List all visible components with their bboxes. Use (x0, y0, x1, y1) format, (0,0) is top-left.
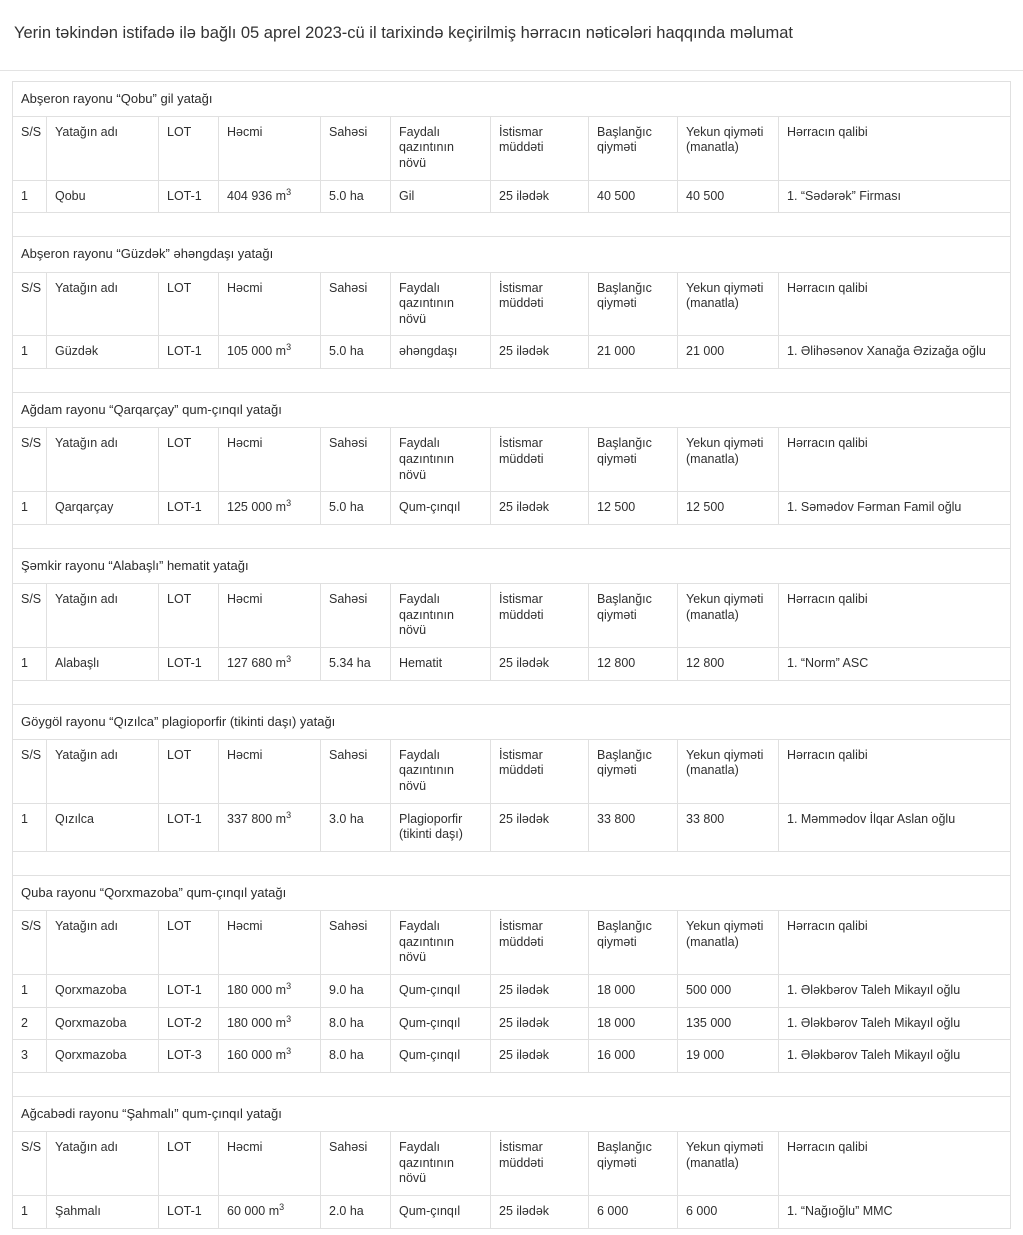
cell-start-price: 18 000 (589, 975, 678, 1008)
cell-area: 8.0 ha (321, 1040, 391, 1073)
cell-final-price: 19 000 (678, 1040, 779, 1073)
header-mineral (391, 1132, 491, 1196)
header-final-price-line: Yekun qiyməti (686, 919, 764, 934)
table-row (13, 180, 1011, 213)
header-mineral-line: Faydalı (399, 592, 440, 607)
cell-final-price: 40 500 (678, 180, 779, 213)
auction-results-table (12, 81, 1011, 1229)
cell-start-price: 16 000 (589, 1040, 678, 1073)
cell-term: 25 ilədək (491, 803, 589, 851)
header-name: Yatağın adı (47, 1132, 159, 1196)
header-term (491, 911, 589, 975)
header-mineral-line: qazıntının növü (399, 1155, 454, 1186)
header-name: Yatağın adı (47, 584, 159, 648)
header-final-price (678, 428, 779, 492)
cell-ss: 1 (13, 975, 47, 1008)
section-title: Abşeron rayonu “Güzdək” əhəngdaşı yatağı (13, 237, 1011, 272)
header-start-price-line: qiyməti (597, 451, 637, 466)
cell-name: Alabaşlı (47, 647, 159, 680)
header-ss: S/S (13, 116, 47, 180)
cell-name: Qobu (47, 180, 159, 213)
header-area: Sahəsi (321, 116, 391, 180)
header-term-line: müddəti (499, 763, 544, 778)
header-mineral-line: Faydalı (399, 747, 440, 762)
cell-name: Güzdək (47, 336, 159, 369)
section-title: Ağcabədi rayonu “Şahmalı” qum-çınqıl yatağı (13, 1096, 1011, 1131)
cell-area: 5.0 ha (321, 180, 391, 213)
header-mineral (391, 428, 491, 492)
header-term-line: müddəti (499, 1155, 544, 1170)
page-title: Yerin təkindən istifadə ilə bağlı 05 aprel 2023-cü il tarixində keçirilmiş hərracın nəticələri haqqında məlumat (14, 24, 793, 43)
header-term-line: İstismar (499, 436, 543, 451)
header-term (491, 739, 589, 803)
header-start-price-line: Başlanğıc (597, 747, 652, 762)
cell-term: 25 ilədək (491, 180, 589, 213)
section-spacer (13, 1072, 1011, 1096)
header-mineral (391, 272, 491, 336)
header-final-price-line: Yekun qiyməti (686, 436, 764, 451)
cell-lot: LOT-1 (159, 1196, 219, 1229)
header-start-price (589, 428, 678, 492)
cell-mineral: Hematit (391, 647, 491, 680)
header-start-price (589, 272, 678, 336)
header-name: Yatağın adı (47, 272, 159, 336)
header-final-price (678, 1132, 779, 1196)
header-winner: Hərracın qalibi (779, 911, 1011, 975)
header-ss: S/S (13, 428, 47, 492)
section-spacer (13, 851, 1011, 875)
cell-term: 25 ilədək (491, 647, 589, 680)
volume-exponent: 3 (286, 498, 292, 508)
cell-lot: LOT-3 (159, 1040, 219, 1073)
cell-volume: 404 936 $m^3$ (219, 180, 321, 213)
cell-winner: 1. Məmmədov İlqar Aslan oğlu (779, 803, 1011, 851)
section-title-row (13, 548, 1011, 583)
header-final-price-line: (manatla) (686, 934, 739, 949)
table-row (13, 975, 1011, 1008)
header-final-price-line: (manatla) (686, 451, 739, 466)
header-mineral-line: qazıntının növü (399, 607, 454, 638)
section-title-row (13, 81, 1011, 116)
column-header-row (13, 584, 1011, 648)
header-winner: Hərracın qalibi (779, 1132, 1011, 1196)
cell-volume: 180 000 $m^3$ (219, 975, 321, 1008)
header-term-line: müddəti (499, 140, 544, 155)
cell-volume: 60 000 $m^3$ (219, 1196, 321, 1229)
header-final-price-line: Yekun qiyməti (686, 592, 764, 607)
cell-area: 8.0 ha (321, 1007, 391, 1040)
header-final-price-line: Yekun qiyməti (686, 280, 764, 295)
header-final-price (678, 116, 779, 180)
header-area: Sahəsi (321, 428, 391, 492)
header-mineral-line: Faydalı (399, 436, 440, 451)
header-volume: Həcmi (219, 1132, 321, 1196)
table-row (13, 1196, 1011, 1229)
header-start-price-line: qiyməti (597, 607, 637, 622)
header-start-price-line: qiyməti (597, 296, 637, 311)
header-winner: Hərracın qalibi (779, 739, 1011, 803)
header-final-price-line: Yekun qiyməti (686, 124, 764, 139)
header-mineral (391, 116, 491, 180)
cell-final-price: 500 000 (678, 975, 779, 1008)
column-header-row (13, 116, 1011, 180)
table-row (13, 336, 1011, 369)
section-spacer-cell (13, 213, 1011, 237)
header-term (491, 116, 589, 180)
cell-name: Qorxmazoba (47, 1007, 159, 1040)
cell-term: 25 ilədək (491, 1196, 589, 1229)
header-start-price (589, 1132, 678, 1196)
cell-area: 5.0 ha (321, 336, 391, 369)
header-lot: LOT (159, 739, 219, 803)
header-volume: Həcmi (219, 739, 321, 803)
cell-mineral: Qum-çınqıl (391, 975, 491, 1008)
table-row (13, 1040, 1011, 1073)
cell-term: 25 ilədək (491, 1007, 589, 1040)
volume-exponent: 3 (286, 653, 292, 664)
table-row (13, 803, 1011, 851)
header-mineral-line: qazıntının növü (399, 763, 454, 794)
cell-lot: LOT-1 (159, 975, 219, 1008)
cell-ss: 1 (13, 803, 47, 851)
header-mineral-line: Faydalı (399, 280, 440, 295)
table-body (13, 81, 1011, 1228)
cell-winner: 1. Ələkbərov Taleh Mikayıl oğlu (779, 1040, 1011, 1073)
header-final-price-line: (manatla) (686, 140, 739, 155)
cell-start-price: 40 500 (589, 180, 678, 213)
header-area: Sahəsi (321, 584, 391, 648)
cell-final-price: 12 500 (678, 492, 779, 525)
header-ss: S/S (13, 739, 47, 803)
header-start-price-line: qiyməti (597, 763, 637, 778)
cell-lot: LOT-1 (159, 492, 219, 525)
header-final-price-line: (manatla) (686, 763, 739, 778)
column-header-row (13, 911, 1011, 975)
header-final-price-line: (manatla) (686, 296, 739, 311)
header-lot: LOT (159, 272, 219, 336)
cell-start-price: 33 800 (589, 803, 678, 851)
header-final-price-line: (manatla) (686, 1155, 739, 1170)
header-winner: Hərracın qalibi (779, 116, 1011, 180)
volume-exponent: 3 (286, 1013, 292, 1024)
cell-area: 3.0 ha (321, 803, 391, 851)
volume-exponent: 3 (286, 186, 292, 197)
cell-area: 2.0 ha (321, 1196, 391, 1229)
header-lot: LOT (159, 116, 219, 180)
header-term-line: müddəti (499, 451, 544, 466)
volume-exponent: 3 (286, 342, 292, 353)
section-title-row (13, 1096, 1011, 1131)
header-lot: LOT (159, 1132, 219, 1196)
section-title-row (13, 393, 1011, 428)
cell-term: 25 ilədək (491, 492, 589, 525)
header-start-price-line: qiyməti (597, 934, 637, 949)
header-term (491, 428, 589, 492)
volume-exponent: 3 (279, 1201, 285, 1212)
header-area: Sahəsi (321, 1132, 391, 1196)
section-spacer (13, 369, 1011, 393)
cell-winner: 1. “Nağıoğlu” MMC (779, 1196, 1011, 1229)
cell-ss: 3 (13, 1040, 47, 1073)
header-term-line: İstismar (499, 124, 543, 139)
header-final-price (678, 739, 779, 803)
cell-name: Qarqarçay (47, 492, 159, 525)
header-lot: LOT (159, 428, 219, 492)
tables-container (0, 81, 1023, 1235)
cell-name: Qorxmazoba (47, 1040, 159, 1073)
section-title: Ağdam rayonu “Qarqarçay” qum-çınqıl yatağı (13, 393, 1011, 428)
header-start-price (589, 584, 678, 648)
volume-exponent: 3 (286, 809, 292, 820)
cell-mineral: Qum-çınqıl (391, 492, 491, 525)
cell-volume: 337 800 $m^3$ (219, 803, 321, 851)
cell-volume: 127 680 $m^3$ (219, 647, 321, 680)
header-volume: Həcmi (219, 584, 321, 648)
header-term-line: İstismar (499, 592, 543, 607)
header-area: Sahəsi (321, 911, 391, 975)
header-area: Sahəsi (321, 739, 391, 803)
section-spacer-cell (13, 851, 1011, 875)
cell-winner: 1. Ələkbərov Taleh Mikayıl oğlu (779, 1007, 1011, 1040)
header-name: Yatağın adı (47, 428, 159, 492)
header-volume: Həcmi (219, 911, 321, 975)
header-name: Yatağın adı (47, 116, 159, 180)
cell-start-price: 12 500 (589, 492, 678, 525)
cell-mineral: əhəngdaşı (391, 336, 491, 369)
header-name: Yatağın adı (47, 911, 159, 975)
cell-final-price: 12 800 (678, 647, 779, 680)
header-final-price (678, 272, 779, 336)
header-lot: LOT (159, 911, 219, 975)
header-ss: S/S (13, 1132, 47, 1196)
header-start-price-line: Başlanğıc (597, 1140, 652, 1155)
header-term-line: İstismar (499, 747, 543, 762)
auction-results-page (0, 11, 1023, 1235)
cell-ss: 2 (13, 1007, 47, 1040)
cell-term: 25 ilədək (491, 1040, 589, 1073)
header-term (491, 584, 589, 648)
header-final-price-line: Yekun qiyməti (686, 1140, 764, 1155)
header-final-price (678, 584, 779, 648)
header-winner: Hərracın qalibi (779, 272, 1011, 336)
cell-winner: 1. Səmədov Fərman Famil oğlu (779, 492, 1011, 525)
cell-winner: 1. Əlihəsənov Xanağa Əzizağa oğlu (779, 336, 1011, 369)
cell-winner: 1. “Sədərək” Firması (779, 180, 1011, 213)
section-title: Göygöl rayonu “Qızılca” plagioporfir (tikinti daşı) yatağı (13, 704, 1011, 739)
header-final-price (678, 911, 779, 975)
cell-final-price: 21 000 (678, 336, 779, 369)
header-area: Sahəsi (321, 272, 391, 336)
header-term-line: İstismar (499, 1140, 543, 1155)
cell-final-price: 135 000 (678, 1007, 779, 1040)
cell-start-price: 21 000 (589, 336, 678, 369)
column-header-row (13, 739, 1011, 803)
cell-lot: LOT-1 (159, 180, 219, 213)
cell-mineral: Qum-çınqıl (391, 1196, 491, 1229)
cell-ss: 1 (13, 180, 47, 213)
cell-ss: 1 (13, 1196, 47, 1229)
section-title: Abşeron rayonu “Qobu” gil yatağı (13, 81, 1011, 116)
section-title: Şəmkir rayonu “Alabaşlı” hematit yatağı (13, 548, 1011, 583)
header-lot: LOT (159, 584, 219, 648)
cell-lot: LOT-1 (159, 647, 219, 680)
header-mineral-line: Faydalı (399, 919, 440, 934)
header-mineral (391, 584, 491, 648)
header-term-line: İstismar (499, 919, 543, 934)
header-term-line: müddəti (499, 296, 544, 311)
section-spacer-cell (13, 369, 1011, 393)
cell-area: 5.34 ha (321, 647, 391, 680)
table-row (13, 647, 1011, 680)
cell-term: 25 ilədək (491, 336, 589, 369)
cell-winner: 1. “Norm” ASC (779, 647, 1011, 680)
cell-volume: 125 000 $m^3$ (219, 492, 321, 525)
header-mineral-line: Faydalı (399, 124, 440, 139)
cell-winner: 1. Ələkbərov Taleh Mikayıl oğlu (779, 975, 1011, 1008)
header-mineral-line: qazıntının növü (399, 451, 454, 482)
cell-name: Şahmalı (47, 1196, 159, 1229)
header-final-price-line: (manatla) (686, 607, 739, 622)
table-row (13, 1007, 1011, 1040)
header-term-line: İstismar (499, 280, 543, 295)
header-start-price-line: qiyməti (597, 1155, 637, 1170)
cell-final-price: 6 000 (678, 1196, 779, 1229)
header-winner: Hərracın qalibi (779, 584, 1011, 648)
section-spacer-cell (13, 1072, 1011, 1096)
cell-mineral: Qum-çınqıl (391, 1007, 491, 1040)
section-title: Quba rayonu “Qorxmazoba” qum-çınqıl yatağı (13, 875, 1011, 910)
section-spacer-cell (13, 524, 1011, 548)
column-header-row (13, 272, 1011, 336)
header-start-price-line: qiyməti (597, 140, 637, 155)
cell-lot: LOT-2 (159, 1007, 219, 1040)
header-ss: S/S (13, 584, 47, 648)
header-final-price-line: Yekun qiyməti (686, 747, 764, 762)
volume-exponent: 3 (286, 1046, 292, 1057)
cell-name: Qızılca (47, 803, 159, 851)
cell-ss: 1 (13, 492, 47, 525)
cell-volume: 180 000 $m^3$ (219, 1007, 321, 1040)
section-title-row (13, 704, 1011, 739)
header-mineral-line: qazıntının növü (399, 934, 454, 965)
header-term (491, 272, 589, 336)
cell-mineral: Gil (391, 180, 491, 213)
cell-area: 5.0 ha (321, 492, 391, 525)
title-divider (0, 70, 1023, 71)
section-spacer (13, 213, 1011, 237)
header-mineral (391, 739, 491, 803)
header-start-price (589, 739, 678, 803)
header-start-price-line: Başlanğıc (597, 592, 652, 607)
header-term-line: müddəti (499, 607, 544, 622)
header-start-price-line: Başlanğıc (597, 919, 652, 934)
column-header-row (13, 428, 1011, 492)
header-mineral-line: qazıntının növü (399, 296, 454, 326)
volume-exponent: 3 (286, 980, 292, 991)
cell-volume: 105 000 $m^3$ (219, 336, 321, 369)
header-winner: Hərracın qalibi (779, 428, 1011, 492)
header-volume: Həcmi (219, 272, 321, 336)
cell-start-price: 6 000 (589, 1196, 678, 1229)
section-title-row (13, 237, 1011, 272)
cell-start-price: 12 800 (589, 647, 678, 680)
section-spacer-cell (13, 680, 1011, 704)
header-ss: S/S (13, 911, 47, 975)
cell-term: 25 ilədək (491, 975, 589, 1008)
table-row (13, 492, 1011, 525)
cell-area: 9.0 ha (321, 975, 391, 1008)
cell-mineral: Plagioporfir (tikinti daşı) (391, 803, 491, 851)
header-volume: Həcmi (219, 116, 321, 180)
cell-lot: LOT-1 (159, 803, 219, 851)
section-spacer (13, 524, 1011, 548)
header-start-price-line: Başlanğıc (597, 124, 652, 139)
header-ss: S/S (13, 272, 47, 336)
header-mineral (391, 911, 491, 975)
header-mineral-line: Faydalı (399, 1140, 440, 1155)
header-term-line: müddəti (499, 934, 544, 949)
header-start-price (589, 116, 678, 180)
cell-volume: 160 000 $m^3$ (219, 1040, 321, 1073)
cell-lot: LOT-1 (159, 336, 219, 369)
section-spacer (13, 680, 1011, 704)
header-mineral-line: qazıntının növü (399, 140, 454, 171)
cell-ss: 1 (13, 336, 47, 369)
cell-start-price: 18 000 (589, 1007, 678, 1040)
header-start-price-line: Başlanğıc (597, 280, 652, 295)
header-start-price-line: Başlanğıc (597, 436, 652, 451)
cell-mineral: Qum-çınqıl (391, 1040, 491, 1073)
header-term (491, 1132, 589, 1196)
column-header-row (13, 1132, 1011, 1196)
cell-name: Qorxmazoba (47, 975, 159, 1008)
header-volume: Həcmi (219, 428, 321, 492)
header-start-price (589, 911, 678, 975)
section-title-row (13, 875, 1011, 910)
header-name: Yatağın adı (47, 739, 159, 803)
cell-ss: 1 (13, 647, 47, 680)
cell-final-price: 33 800 (678, 803, 779, 851)
